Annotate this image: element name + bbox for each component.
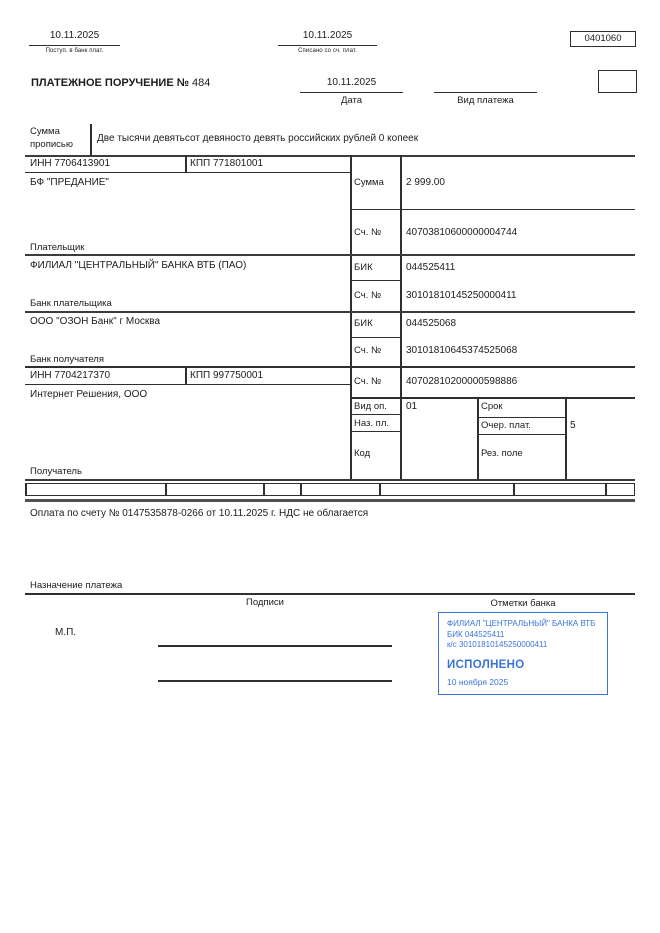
received-date: 10.11.2025 — [49, 30, 100, 41]
payer-section-border — [25, 254, 635, 256]
amount-row-border — [350, 209, 635, 210]
strip-bottom-border — [25, 495, 635, 496]
payee-name: Интернет Решения, ООО — [30, 389, 148, 400]
strip-cell-divider — [605, 483, 607, 496]
op-kind-label: Вид оп. — [354, 401, 387, 412]
strip-cell-divider — [165, 483, 167, 496]
label-column-right-border — [400, 155, 402, 480]
amount-label: Сумма — [354, 177, 384, 188]
signatures-label: Подписи — [246, 597, 284, 608]
payer-name: БФ "ПРЕДАНИЕ" — [30, 177, 109, 188]
payer-bank-bik: 044525411 — [406, 262, 456, 273]
payee-inn-row-border — [25, 384, 350, 385]
stamp-bank-name: ФИЛИАЛ "ЦЕНТРАЛЬНЫЙ" БАНКА ВТБ — [447, 619, 596, 628]
purpose-code-box-border — [350, 431, 400, 432]
payee-bank-bik-label: БИК — [354, 318, 373, 329]
strip-cell-divider — [263, 483, 265, 496]
payment-kind-label: Вид платежа — [457, 95, 514, 106]
stamp-bik: БИК 044525411 — [447, 629, 505, 639]
payee-inn: ИНН 7704217370 — [30, 370, 111, 381]
payer-bank-section-border — [25, 311, 635, 313]
payment-purpose-text: Оплата по счету № 0147535878-0266 от 10.11.2025 г. НДС не облагается — [30, 508, 369, 519]
payer-kpp: КПП 771801001 — [190, 158, 264, 169]
document-title — [31, 77, 210, 89]
payer-inn-kpp-divider — [185, 155, 187, 173]
bank-marks-label: Отметки банка — [490, 598, 556, 609]
debited-date: 10.11.2025 — [302, 30, 353, 41]
reserve-field-label: Рез. поле — [481, 448, 523, 459]
payee-bank-label: Банк получателя — [30, 354, 104, 365]
strip-cell-divider — [300, 483, 302, 496]
purpose-code-label: Наз. пл. — [354, 418, 389, 429]
stamp-corr-account: к/с 30101810145250000411 — [447, 640, 548, 649]
amount-words-label-2: прописью — [30, 139, 73, 150]
payer-inn-row-border — [25, 172, 350, 173]
amount-in-words: Две тысячи девятьсот девяносто девять российских рублей 0 копеек — [97, 133, 419, 144]
stamp-date: 10 ноября 2025 — [447, 677, 509, 687]
payer-bank-account-label: Сч. № — [354, 290, 382, 301]
details-column-divider-2 — [565, 397, 567, 480]
priority-box-border — [477, 434, 565, 435]
op-kind-value: 01 — [406, 401, 418, 412]
form-code: 0401060 — [584, 33, 622, 44]
strip-top-border — [25, 483, 635, 484]
document-date: 10.11.2025 — [326, 77, 377, 88]
signature-line-1 — [158, 645, 392, 647]
priority-value: 5 — [570, 420, 576, 431]
payee-account-label: Сч. № — [354, 376, 382, 387]
payee-label: Получатель — [30, 466, 82, 477]
payment-kind-box — [598, 70, 637, 93]
payee-bank-bik-box-border — [350, 337, 400, 338]
document-date-underline — [300, 92, 403, 93]
code-label: Код — [354, 448, 371, 459]
strip-cell-divider — [379, 483, 381, 496]
document-title-text: ПЛАТЕЖНОЕ ПОРУЧЕНИЕ № — [31, 77, 189, 89]
payer-inn: ИНН 7706413901 — [30, 158, 111, 169]
payee-account-row-border — [350, 397, 635, 399]
amount-words-divider — [90, 124, 92, 155]
payee-bank-bik: 044525068 — [406, 318, 457, 329]
payer-account: 40703810600000004744 — [406, 227, 518, 238]
payer-label: Плательщик — [30, 242, 85, 253]
strip-thick-rule — [25, 499, 635, 502]
op-kind-box-border — [350, 414, 400, 415]
term-box-border — [477, 417, 565, 418]
payee-section-border — [25, 479, 635, 481]
form-code-box — [570, 31, 636, 47]
payment-kind-underline — [434, 92, 537, 93]
received-date-label: Поступ. в банк плат. — [45, 48, 104, 54]
payer-bank-bik-label: БИК — [354, 262, 373, 273]
amount-value: 2 999.00 — [406, 177, 445, 188]
priority-label: Очер. плат. — [481, 420, 531, 431]
details-column-divider-1 — [477, 397, 479, 480]
document-number: 484 — [192, 77, 211, 89]
payee-bank-account: 30101810645374525068 — [406, 345, 518, 356]
date-label: Дата — [340, 95, 363, 106]
payer-account-label: Сч. № — [354, 227, 382, 238]
payee-bank-section-border — [25, 366, 635, 368]
table-top-border — [25, 155, 635, 157]
received-date-underline — [29, 45, 120, 46]
payment-purpose-label: Назначение платежа — [30, 580, 123, 591]
signature-line-2 — [158, 680, 392, 682]
stamp-status: ИСПОЛНЕНО — [447, 658, 525, 671]
bank-stamp — [438, 612, 608, 695]
payer-bank-label: Банк плательщика — [30, 298, 112, 309]
strip-cell-divider — [25, 483, 27, 496]
stamp-place-label: М.П. — [55, 627, 77, 638]
payee-kpp: КПП 997750001 — [190, 370, 264, 381]
payee-account: 40702810200000598886 — [406, 376, 518, 387]
purpose-section-border — [25, 593, 635, 595]
payer-bank-account: 30101810145250000411 — [406, 290, 517, 301]
strip-cell-divider — [634, 483, 636, 496]
debited-date-label: Списано со сч. плат. — [298, 48, 357, 54]
payer-bank-bik-box-border — [350, 280, 400, 281]
payee-bank-account-label: Сч. № — [354, 345, 382, 356]
payer-bank-name: ФИЛИАЛ "ЦЕНТРАЛЬНЫЙ" БАНКА ВТБ (ПАО) — [30, 260, 247, 271]
term-label: Срок — [481, 401, 503, 412]
debited-date-underline — [278, 45, 377, 46]
strip-cell-divider — [513, 483, 515, 496]
payee-bank-name: ООО "ОЗОН Банк" г Москва — [30, 316, 161, 327]
payee-inn-kpp-divider — [185, 366, 187, 385]
amount-words-label-1: Сумма — [30, 126, 60, 137]
